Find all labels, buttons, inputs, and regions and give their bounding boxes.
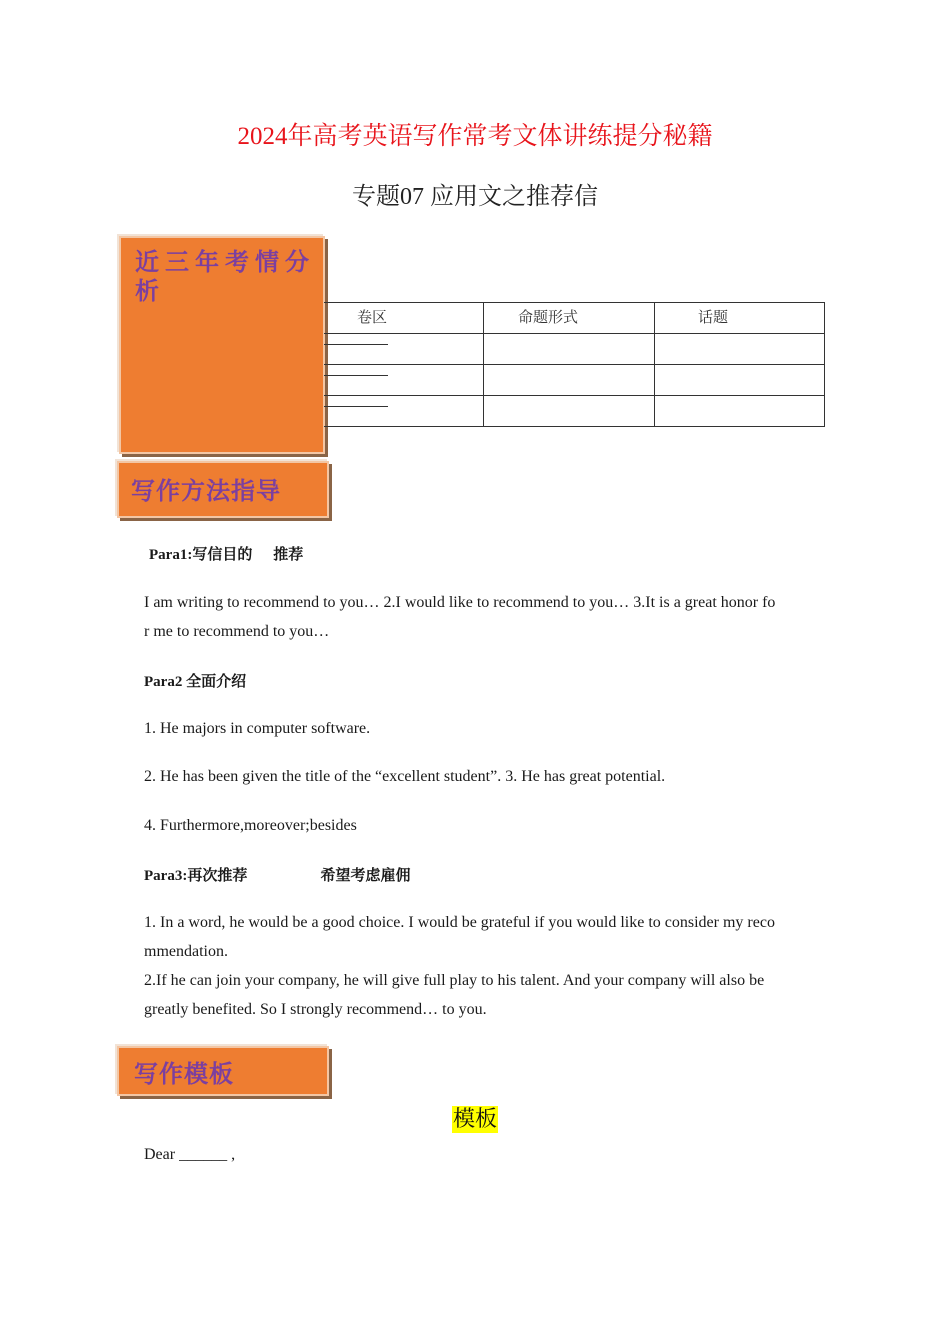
para3-heading-prefix: Para3: (144, 868, 188, 884)
table-header-row (324, 303, 825, 334)
table-cell (655, 365, 825, 396)
header-topic: 话题 (698, 308, 729, 326)
dear-line: Dear ______ , (144, 1146, 236, 1163)
para2-item-2: 2. He has been given the title of the “excellent student”. 3. He has great potential. (144, 768, 666, 785)
para2-item-3: 4. Furthermore,moreover;besides (144, 817, 357, 834)
writing-template-label: 写作模板 (134, 1060, 234, 1088)
table-cell (484, 334, 655, 365)
blank-line (324, 406, 388, 407)
para1-heading-prefix: Para1: (149, 547, 193, 563)
para3-heading-text: 再次推荐 希望考虑雇佣 (187, 866, 411, 884)
writing-method-section-box (117, 461, 329, 518)
para3-line-3: 2.If he can join your company, he will give full play to his talent. And your company will also be (144, 972, 765, 989)
template-heading: 模板 (453, 1107, 498, 1132)
para1-heading (149, 543, 303, 564)
header-format: 命题形式 (518, 308, 579, 326)
header-region: 卷区 (357, 308, 388, 326)
table-cell (655, 334, 825, 365)
table-cell (324, 396, 484, 427)
writing-template-section-box (117, 1046, 329, 1096)
exam-analysis-table (324, 302, 825, 427)
table-cell (655, 396, 825, 427)
para2-heading-prefix: Para2 (144, 674, 187, 690)
para3-line-2: mmendation. (144, 943, 228, 960)
para3-line-1: 1. In a word, he would be a good choice. I would be grateful if you would like to consider my reco (144, 914, 775, 931)
table-header-cell (655, 303, 825, 334)
table-row (324, 334, 825, 365)
table-header-cell (484, 303, 655, 334)
writing-method-label: 写作方法指导 (131, 477, 281, 505)
para3-line-4: greatly benefited. So I strongly recommend… to you. (144, 1001, 487, 1018)
table-cell (324, 365, 484, 396)
document-title: 2024年高考英语写作常考文体讲练提分秘籍 (237, 123, 713, 150)
para1-line-2: r me to recommend to you… (144, 623, 330, 640)
exam-analysis-label: 近三年考情分析 (135, 248, 315, 305)
para3-heading (144, 864, 410, 885)
para2-item-1: 1. He majors in computer software. (144, 720, 371, 737)
blank-line (324, 375, 388, 376)
para1-line-1: I am writing to recommend to you… 2.I would like to recommend to you… 3.It is a great honor fo (144, 594, 776, 611)
document-subtitle: 专题07 应用文之推荐信 (352, 184, 598, 210)
para1-heading-text: 写信目的 推荐 (192, 545, 304, 563)
table-header-cell (324, 303, 484, 334)
table-cell (484, 365, 655, 396)
table-row (324, 365, 825, 396)
table-cell (484, 396, 655, 427)
blank-line (324, 344, 388, 345)
table-row (324, 396, 825, 427)
para2-heading-text: 全面介绍 (186, 672, 247, 690)
table-cell (324, 334, 484, 365)
exam-analysis-section-box (119, 236, 325, 454)
para2-heading (144, 670, 246, 691)
